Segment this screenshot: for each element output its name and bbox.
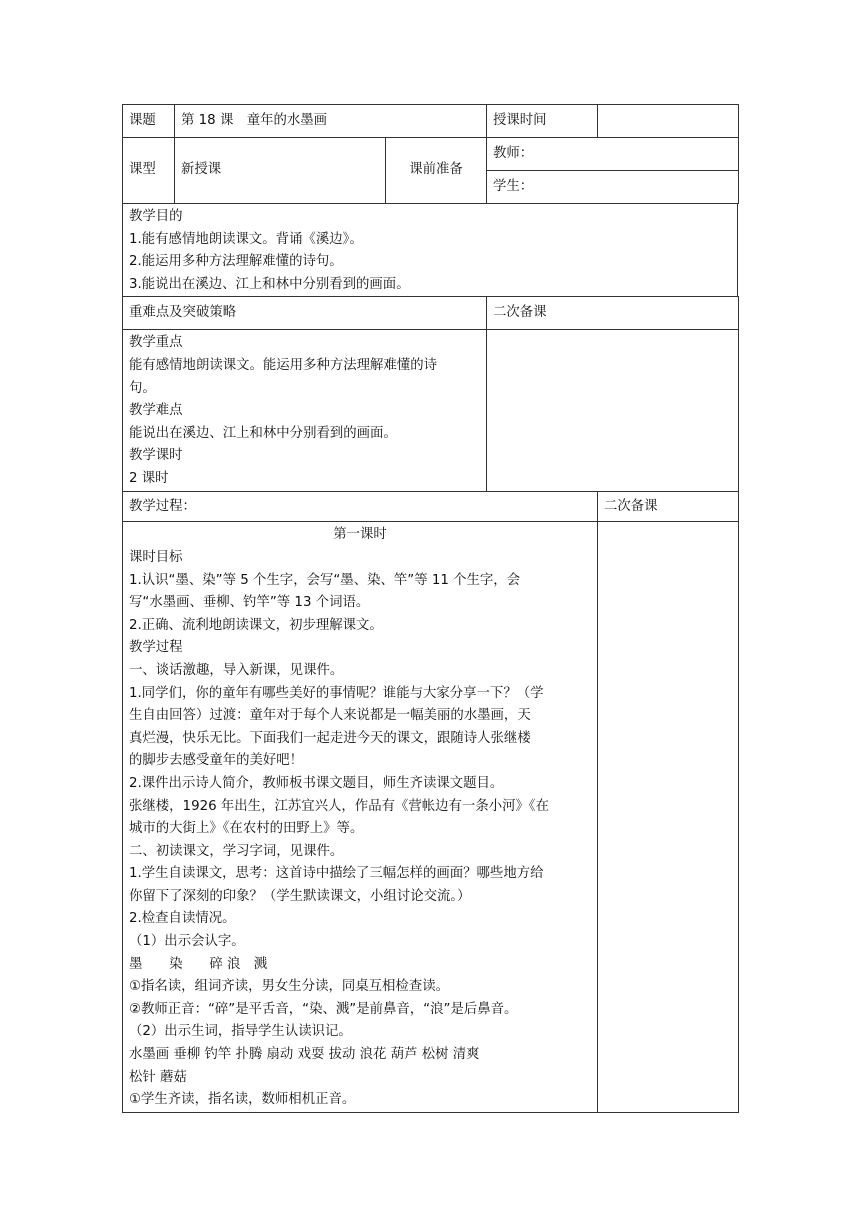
process-line: 2.课件出示诗人简介，教师板书课文题目，师生齐读课文题目。	[129, 775, 504, 791]
focus-cell	[123, 330, 487, 492]
process-line: 的脚步去感受童年的美好吧！	[129, 753, 304, 769]
process-line: 1.认识“墨、染”等 5 个生字，会写“墨、染、竿”等 11 个生字，会	[129, 572, 521, 588]
type-row	[123, 138, 739, 171]
process-line: （2）出示生词，指导学生认读识记。	[129, 1024, 352, 1040]
process-cell	[123, 522, 598, 1112]
topic-row	[123, 105, 739, 138]
process-line: 墨 染 碎 浪 溅	[129, 956, 268, 972]
process-line: ①指名读，组词齐读，男女生分读，同桌互相检查读。	[129, 979, 449, 995]
goals-title: 教学目的	[129, 209, 183, 224]
focus-line: 能有感情地朗读课文。能运用多种方法理解难懂的诗	[129, 357, 437, 373]
goals-table	[122, 203, 738, 297]
student-field: 学生：	[487, 171, 739, 204]
header-table	[122, 104, 739, 204]
focus-line: 句。	[129, 380, 156, 396]
process-line: 你留下了深刻的印象？（学生默读课文，小组讨论交流。）	[129, 888, 471, 904]
goals-cell	[123, 204, 738, 297]
process-line: 生自由回答）过渡：童年对于每个人来说都是一幅美丽的水墨画，天	[129, 708, 531, 724]
focus-title: 重难点及突破策略	[123, 297, 487, 330]
process-line: 真烂漫，快乐无比。下面我们一起走进今天的课文，跟随诗人张继楼	[129, 730, 531, 746]
process-line: 写“水墨画、垂柳、钓竿”等 13 个词语。	[129, 595, 370, 611]
process-line: 张继楼，1926 年出生，江苏宜兴人，作品有《营帐边有一条小河》《在	[129, 798, 549, 814]
time-label: 授课时间	[487, 105, 598, 138]
process-line: 城市的大街上》《在农村的田野上》等。	[129, 821, 364, 837]
focus-table	[122, 296, 739, 492]
process-side-title: 二次备课	[598, 492, 739, 522]
goal-item: 3.能说出在溪边、江上和林中分别看到的画面。	[129, 276, 410, 292]
process-line: （1）出示会认字。	[129, 934, 245, 950]
process-side-cell	[598, 522, 739, 1112]
time-value	[598, 105, 739, 138]
topic-label: 课题	[123, 105, 175, 138]
process-line: 一、谈话激趣，导入新课，见课件。	[129, 662, 344, 678]
process-title: 教学过程：	[123, 492, 598, 522]
process-table	[122, 491, 739, 1112]
focus-line: 2 课时	[129, 470, 169, 486]
goal-item: 1.能有感情地朗读课文。背诵《溪边》。	[129, 231, 363, 247]
process-line: 课时目标	[129, 549, 183, 565]
focus-side-cell	[487, 330, 739, 492]
process-line: 1.学生自读课文，思考：这首诗中描绘了三幅怎样的画面？哪些地方给	[129, 866, 544, 882]
process-line: 2.检查自读情况。	[129, 911, 236, 927]
lesson-plan-document	[122, 104, 738, 1113]
process-line: 1.同学们，你的童年有哪些美好的事情呢？谁能与大家分享一下？（学	[129, 685, 544, 701]
process-line: 二、初读课文，学习字词，见课件。	[129, 843, 344, 859]
teacher-field: 教师：	[487, 138, 739, 171]
process-line: ①学生齐读，指名读，数师相机正音。	[129, 1092, 356, 1108]
process-line: 教学过程	[129, 640, 183, 656]
type-label: 课型	[123, 138, 175, 204]
type-value: 新授课	[175, 138, 386, 204]
goal-item: 2.能运用多种方法理解难懂的诗句。	[129, 254, 343, 270]
process-line: 松针 蘑菇	[129, 1069, 187, 1085]
focus-line: 能说出在溪边、江上和林中分别看到的画面。	[129, 425, 397, 441]
process-line: 2.正确、流利地朗读课文，初步理解课文。	[129, 617, 383, 633]
prep-label: 课前准备	[386, 138, 487, 204]
topic-value: 第 18 课 童年的水墨画	[175, 105, 487, 138]
process-line: ②教师正音：“碎”是平舌音，“染、溅”是前鼻音，“浪”是后鼻音。	[129, 1001, 518, 1017]
focus-side-title: 二次备课	[487, 297, 739, 330]
focus-line: 教学重点	[129, 335, 183, 351]
process-line: 水墨画 垂柳 钓竿 扑腾 扇动 戏耍 拔动 浪花 葫芦 松树 清爽	[129, 1047, 480, 1063]
focus-line: 教学难点	[129, 403, 183, 419]
process-heading: 第一课时	[333, 527, 387, 543]
focus-line: 教学课时	[129, 448, 183, 464]
